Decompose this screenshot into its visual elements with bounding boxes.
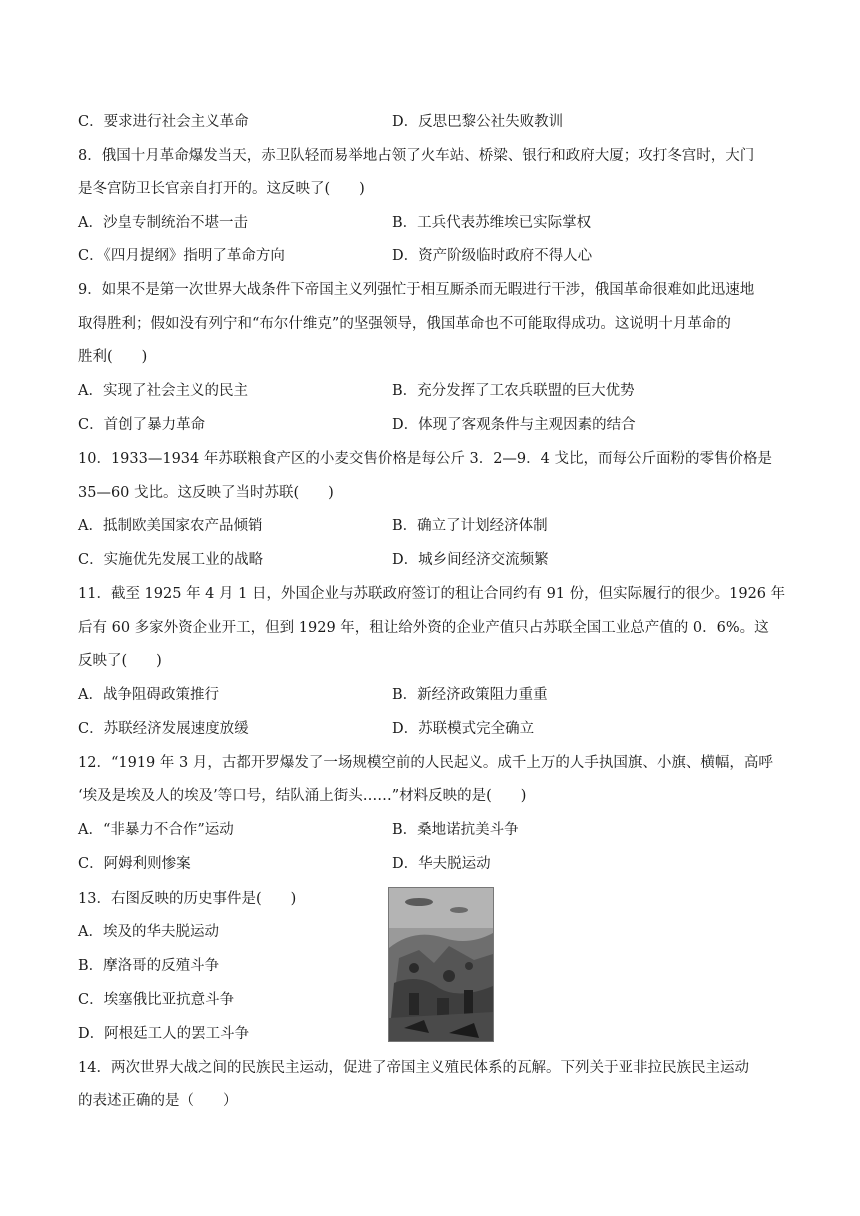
q12-option-c: C．阿姆利则惨案: [78, 856, 191, 872]
q13-option-a: A．埃及的华夫脱运动: [78, 924, 219, 940]
q9-option-d: D．体现了客观条件与主观因素的结合: [392, 417, 636, 433]
q7-option-c: C．要求进行社会主义革命: [78, 114, 249, 130]
battle-illustration-image: [388, 887, 494, 1042]
q13-stem: 13．右图反映的历史事件是( ): [78, 891, 297, 907]
q11-option-d: D．苏联模式完全确立: [392, 721, 535, 737]
q8-option-d: D．资产阶级临时政府不得人心: [392, 248, 593, 264]
q9-option-c: C．首创了暴力革命: [78, 417, 206, 433]
q7-option-d: D．反思巴黎公社失败教训: [392, 114, 564, 130]
q10-option-a: A．抵制欧美国家农产品倾销: [78, 518, 263, 534]
q11-option-c: C．苏联经济发展速度放缓: [78, 721, 249, 737]
q8-option-a: A．沙皇专制统治不堪一击: [78, 215, 248, 231]
q10-stem-line2: 35—60 戈比。这反映了当时苏联( ): [78, 485, 334, 501]
q11-stem-line3: 反映了( ): [78, 653, 162, 669]
q14-stem-line2: 的表述正确的是（ ）: [78, 1093, 238, 1109]
q12-stem-line2: ‘埃及是埃及人的埃及’等口号，结队涌上街头……”材料反映的是( ): [78, 788, 527, 804]
q10-option-b: B．确立了计划经济体制: [392, 518, 548, 534]
q9-option-b: B．充分发挥了工农兵联盟的巨大优势: [392, 383, 635, 399]
q8-option-c: C．《四月提纲》指明了革命方向: [78, 248, 285, 264]
q11-option-b: B．新经济政策阻力重重: [392, 687, 548, 703]
q9-stem-line1: 9．如果不是第一次世界大战条件下帝国主义列强忙于相互厮杀而无暇进行干涉，俄国革命很难如此迅速地: [78, 282, 755, 298]
q8-stem-line2: 是冬宫防卫长官亲自打开的。这反映了( ): [78, 181, 365, 197]
q11-option-a: A．战争阻碍政策推行: [78, 687, 219, 703]
q10-option-c: C．实施优先发展工业的战略: [78, 552, 264, 568]
q8-option-b: B．工兵代表苏维埃已实际掌权: [392, 215, 592, 231]
q14-stem-line1: 14．两次世界大战之间的民族民主运动，促进了帝国主义殖民体系的瓦解。下列关于亚非拉民族民主运动: [78, 1060, 749, 1076]
q10-stem-line1: 10．1933—1934 年苏联粮食产区的小麦交售价格是每公斤 3．2—9．4 戈比，而每公斤面粉的零售价格是: [78, 451, 772, 467]
q12-option-b: B．桑地诺抗美斗争: [392, 822, 519, 838]
q9-option-a: A．实现了社会主义的民主: [78, 383, 248, 399]
q12-option-a: A．“非暴力不合作”运动: [78, 822, 234, 838]
q13-option-d: D．阿根廷工人的罢工斗争: [78, 1026, 250, 1042]
q12-option-d: D．华夫脱运动: [392, 856, 491, 872]
q9-stem-line2: 取得胜利；假如没有列宁和“布尔什维克”的坚强领导，俄国革命也不可能取得成功。这说明十月革命的: [78, 316, 731, 332]
q11-stem-line2: 后有 60 多家外资企业开工，但到 1929 年，租让给外资的企业产值只占苏联全国工业总产值的 0．6%。这: [78, 620, 769, 636]
q10-option-d: D．城乡间经济交流频繁: [392, 552, 549, 568]
q12-stem-line1: 12．“1919 年 3 月，古都开罗爆发了一场规模空前的人民起义。成千上万的人手执国旗、小旗、横幅，高呼: [78, 755, 773, 771]
q11-stem-line1: 11．截至 1925 年 4 月 1 日，外国企业与苏联政府签订的租让合同约有 91 份，但实际履行的很少。1926 年: [78, 586, 786, 602]
q13-option-b: B．摩洛哥的反殖斗争: [78, 958, 220, 974]
q13-option-c: C．埃塞俄比亚抗意斗争: [78, 992, 235, 1008]
q9-stem-line3: 胜利( ): [78, 349, 148, 365]
q8-stem-line1: 8．俄国十月革命爆发当天，赤卫队轻而易举地占领了火车站、桥梁、银行和政府大厦；攻打冬宫时，大门: [78, 148, 755, 164]
